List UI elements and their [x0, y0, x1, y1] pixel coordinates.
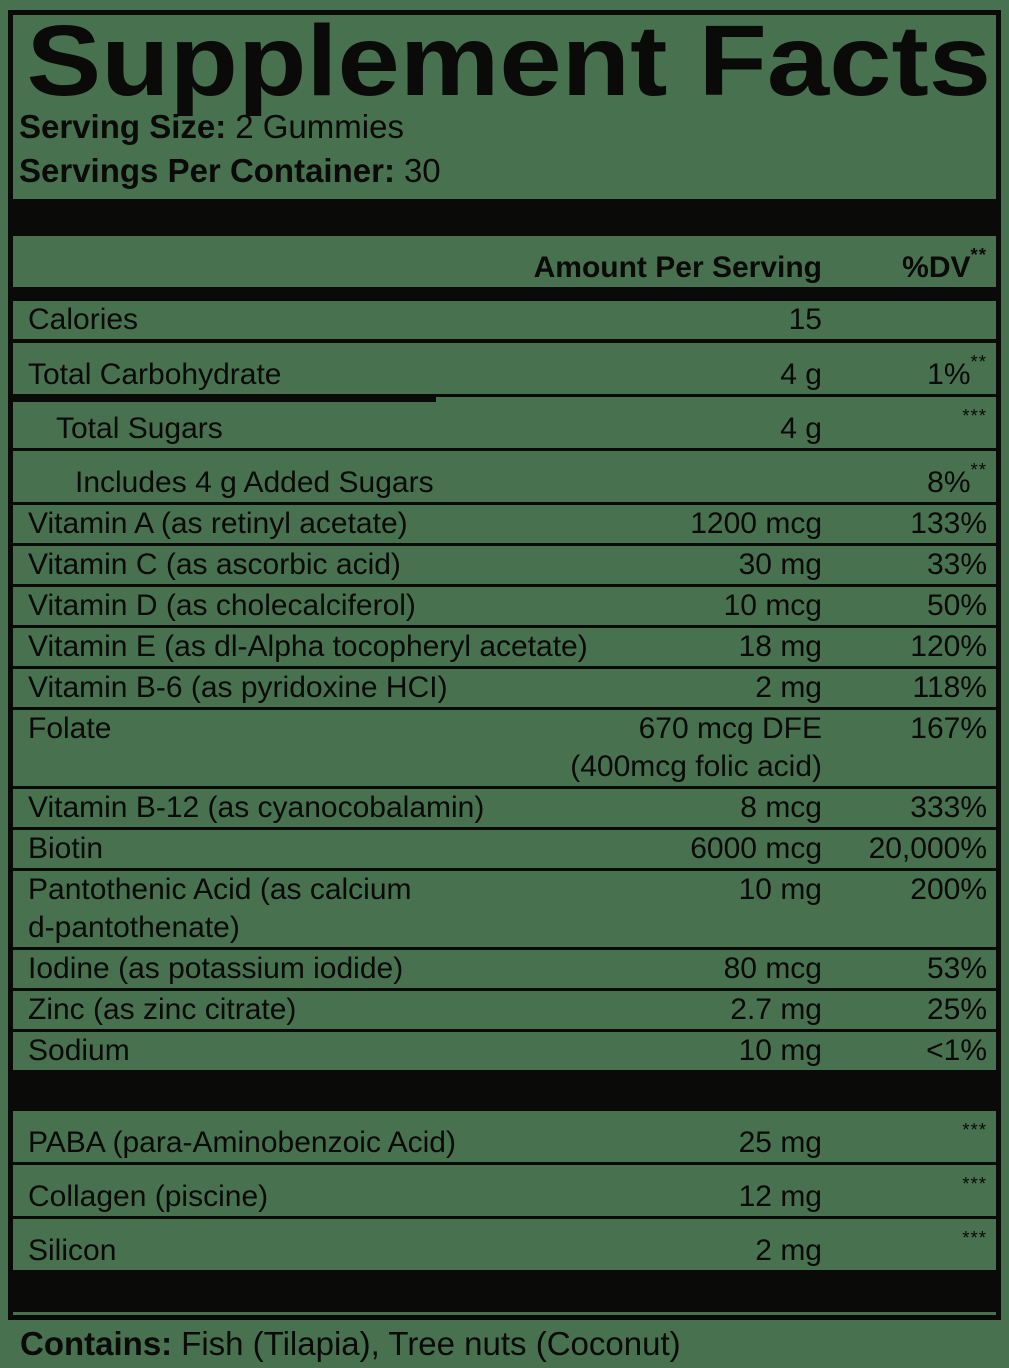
- nutrient-name: Vitamin D (as cholecalciferol): [28, 588, 416, 622]
- nutrient-amount: 18 mg: [738, 629, 822, 663]
- nutrient-amount: 4 g: [780, 411, 822, 445]
- nutrient-row-line: [13, 505, 996, 543]
- nutrient-name: Sodium: [28, 1033, 130, 1067]
- nutrient-amount: 15: [788, 302, 822, 336]
- nutrient-name: Total Sugars: [56, 411, 223, 445]
- contains-value: Fish (Tilapia), Tree nuts (Coconut): [181, 1325, 681, 1362]
- table-row: [13, 343, 996, 394]
- nutrient-row-line: [13, 991, 996, 1029]
- nutrient-dv: 167%: [910, 711, 987, 745]
- nutrient-amount: 1200 mcg: [690, 506, 822, 540]
- nutrient-name: Calories: [28, 302, 139, 336]
- table-row: [13, 628, 996, 666]
- nutrient-row-line: [13, 397, 996, 448]
- section-bar-top: [13, 199, 996, 236]
- nutrient-dv: ***: [962, 1226, 987, 1248]
- nutrient-row-line: [13, 1111, 996, 1162]
- contains-line: [20, 1324, 681, 1364]
- contains-label: Contains:: [20, 1325, 173, 1362]
- nutrient-name: Vitamin C (as ascorbic acid): [28, 547, 401, 581]
- nutrient-row-line: [13, 301, 996, 339]
- nutrient-dv: ***: [962, 404, 987, 426]
- nutrient-rows-other: [13, 1111, 996, 1270]
- nutrient-row-line: [13, 950, 996, 988]
- amount-per-serving-header: Amount Per Serving: [533, 250, 822, 284]
- table-row: [13, 871, 996, 947]
- nutrient-amount: 80 mcg: [723, 951, 822, 985]
- table-row: [13, 669, 996, 707]
- serving-size-label: Serving Size:: [19, 108, 227, 145]
- table-row: [13, 1111, 996, 1162]
- nutrient-dv: 20,000%: [868, 831, 987, 865]
- table-row: [13, 505, 996, 543]
- nutrient-name: Folate: [28, 711, 112, 745]
- servings-per-container-label: Servings Per Container:: [19, 152, 395, 189]
- percent-dv-header: %DV**: [902, 244, 987, 284]
- table-row: [13, 587, 996, 625]
- nutrient-amount: 6000 mcg: [690, 831, 822, 865]
- nutrient-row-line: [13, 710, 996, 748]
- nutrient-dv: 53%: [926, 951, 987, 985]
- nutrient-row-line: [13, 546, 996, 584]
- nutrient-name: Collagen (piscine): [28, 1179, 269, 1213]
- nutrient-dv: 200%: [910, 872, 987, 906]
- nutrient-dv: 50%: [926, 588, 987, 622]
- nutrient-amount: 4 g: [780, 357, 822, 391]
- nutrient-row-line: [13, 789, 996, 827]
- table-row: [13, 710, 996, 786]
- table-row: [13, 1219, 996, 1270]
- table-row: [13, 1032, 996, 1070]
- nutrient-name: PABA (para-Aminobenzoic Acid): [28, 1125, 456, 1159]
- nutrient-name: Biotin: [28, 831, 104, 865]
- nutrient-row-line: [13, 587, 996, 625]
- nutrient-amount: 12 mg: [738, 1179, 822, 1213]
- serving-size-value: 2 Gummies: [235, 108, 404, 145]
- table-row: [13, 546, 996, 584]
- nutrient-dv: 25%: [926, 992, 987, 1026]
- table-row: [13, 301, 996, 339]
- table-row: [13, 397, 996, 448]
- nutrient-name: Vitamin B-12 (as cyanocobalamin): [28, 790, 485, 824]
- nutrient-amount: 30 mg: [738, 547, 822, 581]
- table-row: [13, 1165, 996, 1216]
- nutrient-amount: 10 mg: [738, 1033, 822, 1067]
- nutrient-amount: 2 mg: [755, 670, 822, 704]
- nutrient-dv: 118%: [912, 670, 987, 704]
- footnotes-block: [13, 1319, 996, 1320]
- nutrient-name: Total Carbohydrate: [28, 357, 282, 391]
- nutrient-dv: 8%**: [927, 458, 987, 499]
- servings-per-container-value: 30: [403, 152, 441, 189]
- nutrient-row-line: [13, 1032, 996, 1070]
- nutrient-name: Includes 4 g Added Sugars: [75, 465, 434, 499]
- nutrient-name: Pantothenic Acid (as calcium: [28, 872, 412, 906]
- nutrient-dv: 33%: [926, 547, 987, 581]
- header-underline-bar: [13, 287, 996, 301]
- footnote-line: [18, 1319, 996, 1320]
- nutrient-dv: <1%: [926, 1033, 987, 1067]
- nutrient-name: Vitamin B-6 (as pyridoxine HCI): [28, 670, 448, 704]
- table-row: [13, 950, 996, 988]
- nutrient-amount: 10 mcg: [723, 588, 822, 622]
- supplement-facts-panel: [8, 10, 1001, 1320]
- nutrient-row-line: [13, 1219, 996, 1270]
- nutrient-amount: 8 mcg: [740, 790, 822, 824]
- nutrient-amount: 10 mg: [738, 872, 822, 906]
- table-row: [13, 451, 996, 502]
- nutrient-amount: 2 mg: [755, 1233, 822, 1267]
- table-row: [13, 830, 996, 868]
- section-divider-bar: [13, 1070, 996, 1111]
- nutrient-name: Vitamin A (as retinyl acetate): [28, 506, 408, 540]
- nutrient-amount: (400mcg folic acid): [570, 749, 822, 783]
- row-separator: [13, 394, 996, 397]
- nutrient-row-line: [13, 871, 996, 909]
- nutrient-name: d-pantothenate): [28, 910, 240, 944]
- nutrient-row-line: [13, 343, 996, 394]
- nutrient-row-line: [13, 628, 996, 666]
- table-header-row: [13, 236, 996, 287]
- nutrient-name: Vitamin E (as dl-Alpha tocopheryl acetate): [28, 629, 588, 663]
- nutrient-dv: 1%**: [927, 350, 987, 391]
- nutrient-dv: 333%: [910, 790, 987, 824]
- nutrient-amount: 25 mg: [738, 1125, 822, 1159]
- nutrient-row-line: [13, 909, 996, 947]
- nutrient-row-line: [13, 830, 996, 868]
- nutrient-name: Iodine (as potassium iodide): [28, 951, 404, 985]
- servings-per-container-line: [13, 149, 996, 193]
- nutrient-amount: 670 mcg DFE: [638, 711, 822, 745]
- nutrient-name: Zinc (as zinc citrate): [28, 992, 297, 1026]
- nutrient-name: Silicon: [28, 1233, 117, 1267]
- table-row: [13, 991, 996, 1029]
- panel-title: Supplement Facts: [26, 10, 992, 117]
- nutrient-dv: 120%: [910, 629, 987, 663]
- nutrient-row-line: [13, 451, 996, 502]
- nutrient-dv: ***: [962, 1118, 987, 1140]
- nutrient-row-line: [13, 669, 996, 707]
- nutrient-row-line: [13, 748, 996, 786]
- nutrient-row-line: [13, 1165, 996, 1216]
- nutrient-amount: 2.7 mg: [730, 992, 822, 1026]
- nutrient-dv: 133%: [910, 506, 987, 540]
- nutrient-dv: ***: [962, 1172, 987, 1194]
- footnote-divider-bar: [13, 1270, 996, 1312]
- table-row: [13, 789, 996, 827]
- nutrient-rows-main: [13, 301, 996, 1070]
